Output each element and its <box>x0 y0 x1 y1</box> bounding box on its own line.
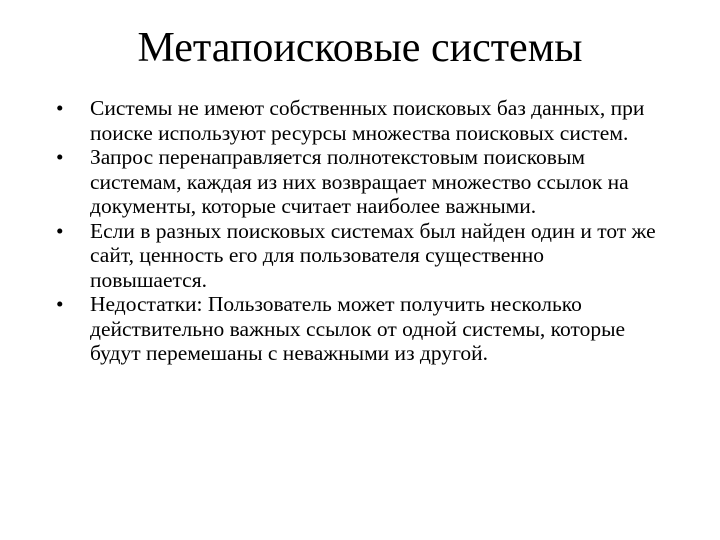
bullet-text: Запрос перенаправляется полнотекстовым поисковым системам, каждая из них возвращает множество ссылок на документы, которые считает наиболее важными. <box>90 145 629 218</box>
bullet-marker: • <box>56 145 64 169</box>
bullet-marker: • <box>56 218 64 243</box>
bullet-item <box>56 96 666 145</box>
bullet-marker: • <box>56 96 64 120</box>
bullet-text: Недостатки: Пользователь может получить несколько действительно важных ссылок от одной системы, которые будут перемешаны с неважными из другой. <box>90 292 626 365</box>
bullet-marker: • <box>56 292 64 316</box>
bullet-item <box>56 145 666 219</box>
bullet-item <box>56 219 666 293</box>
slide-title: Метапоисковые системы <box>137 25 583 71</box>
bullet-list <box>56 96 666 366</box>
bullet-item <box>56 292 666 366</box>
bullet-text: Системы не имеют собственных поисковых баз данных, при поиске используют ресурсы множества поисковых систем. <box>90 96 645 145</box>
bullet-text: Если в разных поисковых системах был найден один и тот же сайт, ценность его для пользователя существенно повышается. <box>90 218 656 292</box>
